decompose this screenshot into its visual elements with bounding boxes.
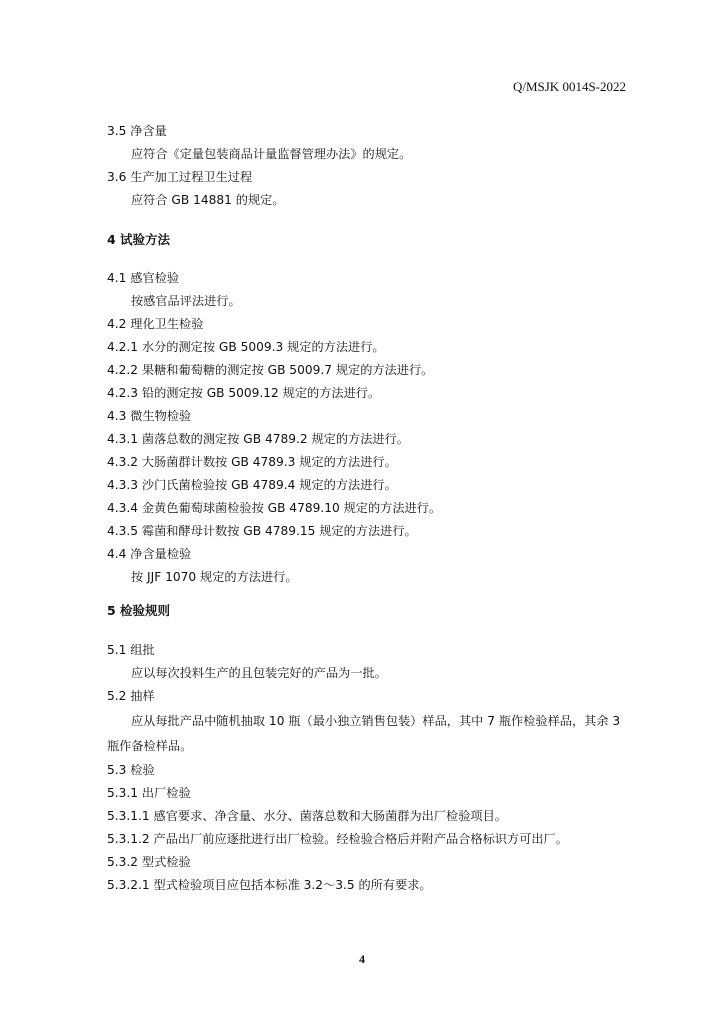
clause-5-1-text: 应以每次投料生产的且包装完好的产品为一批。	[131, 666, 387, 680]
document-code: Q/MSJK 0014S-2022	[512, 79, 626, 94]
page-number: 4	[359, 952, 365, 966]
clause-4-3-4: 4.3.4 金黄色葡萄球菌检验按 GB 4789.10 规定的方法进行。	[107, 501, 442, 515]
clause-4-2-2: 4.2.2 果糖和葡萄糖的测定按 GB 5009.7 规定的方法进行。	[107, 363, 434, 377]
clause-4-3-heading: 4.3 微生物检验	[107, 409, 192, 423]
clause-4-2-heading: 4.2 理化卫生检验	[107, 317, 204, 331]
clause-5-3-heading: 5.3 检验	[107, 763, 155, 777]
clause-5-3-1-1: 5.3.1.1 感官要求、净含量、水分、菌落总数和大肠菌群为出厂检验项目。	[107, 809, 507, 823]
clause-4-2-1: 4.2.1 水分的测定按 GB 5009.3 规定的方法进行。	[107, 340, 385, 354]
clause-5-3-2-heading: 5.3.2 型式检验	[107, 855, 191, 869]
clause-3-6-heading: 3.6 生产加工过程卫生过程	[107, 170, 253, 184]
clause-4-2-3: 4.2.3 铅的测定按 GB 5009.12 规定的方法进行。	[107, 386, 381, 400]
clause-3-5-heading: 3.5 净含量	[107, 124, 167, 138]
clause-5-3-1-2: 5.3.1.2 产品出厂前应逐批进行出厂检验。经检验合格后并附产品合格标识方可出厂。	[107, 832, 568, 846]
clause-4-3-3: 4.3.3 沙门氏菌检验按 GB 4789.4 规定的方法进行。	[107, 478, 397, 492]
clause-4-4-text: 按 JJF 1070 规定的方法进行。	[131, 570, 298, 584]
clause-5-3-2-1: 5.3.2.1 型式检验项目应包括本标准 3.2～3.5 的所有要求。	[107, 878, 432, 892]
clause-5-2-heading: 5.2 抽样	[107, 689, 155, 703]
clause-4-3-5: 4.3.5 霉菌和酵母计数按 GB 4789.15 规定的方法进行。	[107, 524, 417, 538]
clause-4-3-2: 4.3.2 大肠菌群计数按 GB 4789.3 规定的方法进行。	[107, 455, 397, 469]
clause-5-3-1-heading: 5.3.1 出厂检验	[107, 786, 191, 800]
clause-5-2-text-cont: 瓶作备检样品。	[107, 739, 193, 753]
clause-5-2-text: 应从每批产品中随机抽取 10 瓶（最小独立销售包装）样品，其中 7 瓶作检验样品，其余 3	[131, 714, 621, 728]
clause-5-1-heading: 5.1 组批	[107, 643, 155, 657]
section-4-title: 4 试验方法	[107, 232, 171, 247]
clause-3-5-text: 应符合《定量包装商品计量监督管理办法》的规定。	[131, 147, 412, 161]
clause-4-3-1: 4.3.1 菌落总数的测定按 GB 4789.2 规定的方法进行。	[107, 432, 409, 446]
clause-4-4-heading: 4.4 净含量检验	[107, 547, 192, 561]
clause-4-1-text: 按感官品评法进行。	[131, 294, 241, 308]
section-5-title: 5 检验规则	[107, 603, 171, 618]
clause-4-1-heading: 4.1 感官检验	[107, 271, 180, 285]
clause-3-6-text: 应符合 GB 14881 的规定。	[131, 193, 285, 207]
